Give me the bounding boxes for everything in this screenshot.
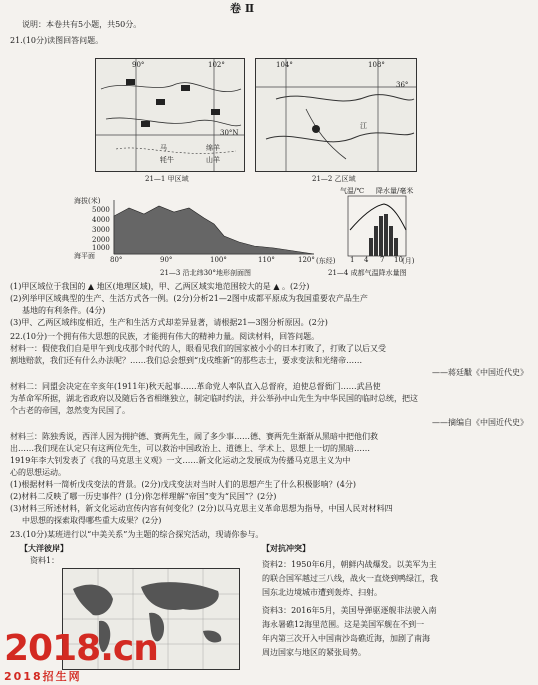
climate-right-label: 降水量/毫米 [376, 187, 414, 195]
map-yi-region [255, 58, 417, 172]
map2-caption: 21—2 乙区域 [312, 175, 356, 183]
profile-xunit: (东经) [316, 257, 336, 265]
climate-month-unit: (月) [402, 257, 415, 265]
profile-ytick-2000: 2000 [92, 236, 110, 244]
q22-m2c: 个古老的帝国，忽然变为民国了。 [10, 406, 130, 415]
chengdu-climate-chart [340, 186, 416, 266]
q23-right-title: 【对抗冲突】 [262, 543, 310, 553]
q23-s3c: 年内第三次开入中国南沙岛礁近海，加剧了南海 [262, 634, 430, 643]
profile-xtick-100: 100° [210, 256, 227, 264]
q21-sub2b: 基地的有利条件。(4分) [22, 306, 106, 315]
q23-stem: 23.(10分)某班进行以“中美关系”为主题的综合探究活动，现请你参与。 [10, 530, 264, 539]
climate-left-label: 气温/℃ [340, 187, 365, 195]
profile-ytick-5000: 5000 [92, 206, 110, 214]
map1-legend-yak: 牦牛 [160, 156, 174, 164]
q22-m1a: 材料一：假使我们自是甲午到戊戌那个时代的人，眼看见我们的国家被小小的日本打败了，打败了以后又受 [10, 344, 386, 353]
q22-m1-source: ——蒋廷黻《中国近代史》 [432, 368, 528, 377]
map1-caption: 21—1 甲区域 [145, 175, 189, 183]
q23-source1-label: 资料1： [30, 556, 60, 565]
q21-stem: 21.(10分)读图回答问题。 [10, 36, 104, 45]
q22-m2-source: ——摘编自《中国近代史》 [432, 418, 528, 427]
q22-m3c: 1919年李大钊发表了《我的马克思主义观》一文……新文化运动之发展成为传播马克思主义为中 [10, 456, 351, 465]
profile-ytick-1000: 1000 [92, 244, 110, 252]
q22-m3a: 材料三：陈独秀说，西洋人因为拥护德、赛两先生，闹了多少事……德、赛两先生渐渐从黑暗中把他们救 [10, 432, 378, 441]
section-title: 卷 Ⅱ [230, 2, 255, 15]
q23-s3d: 周边国家与地区的紧张局势。 [262, 648, 366, 657]
profile-sea-level: 海平面 [74, 252, 95, 260]
q22-m1b: 割地赔款，我们还有什么办法呢？……我们总会想到“戊戌维新”的那些志士，要求变法和光绪帝…… [10, 356, 363, 365]
q21-sub2a: (2)列举甲区域典型的生产、生活方式各一例。(2分)分析21—2图中成都平原成为我国重要农产品生产 [10, 294, 368, 303]
map-jia-region [95, 58, 245, 172]
q22-stem: 22.(10分)一个拥有伟大思想的民族，才能拥有伟大的精神力量。阅读材料，回答问题。 [10, 332, 320, 341]
q22-sub2: (2)材料二反映了哪一历史事件？(1分)你怎样理解“帝国”变为“民国”？(2分) [10, 492, 277, 501]
q23-s3a: 资料3：2016年5月，美国导弹驱逐舰非法驶入南 [262, 606, 437, 615]
map-yi-drawing [256, 59, 416, 171]
q23-s2a: 资料2：1950年6月，朝鲜内战爆发。以美军为主 [262, 560, 437, 569]
q21-sub1: (1)甲区域位于我国的 ▲ 地区(地理区域)，甲、乙两区域实地范围较大的是 ▲ 。(2分) [10, 282, 310, 291]
map1-lon-left: 90° [132, 61, 145, 69]
q23-s2b: 的联合国军越过三八线，战火一直烧到鸭绿江，我 [262, 574, 438, 583]
q23-left-title: 【大洋彼岸】 [20, 543, 68, 553]
climate-month-4: 4 [364, 256, 369, 264]
profile-ytick-4000: 4000 [92, 216, 110, 224]
map1-legend-horse: 马 [160, 144, 167, 152]
profile-caption: 21—3 沿北纬30°地形剖面图 [160, 269, 251, 277]
q22-m3d: 心的思想运动。 [10, 468, 66, 477]
map1-lat: 30°N [220, 129, 239, 137]
profile-xtick-90: 90° [160, 256, 173, 264]
climate-month-1: 1 [350, 256, 355, 264]
q22-m3b: 出……我们现在认定只有这两位先生，可以救治中国政治上、道德上、学术上、思想上一切的黑暗…… [10, 444, 370, 453]
map2-lon-left: 104° [276, 61, 293, 69]
climate-chart-drawing [340, 186, 416, 266]
q21-sub3: (3)甲、乙两区域纬度相近，生产和生活方式却差异显著，请根据21—3图分析原因。(2分) [10, 318, 328, 327]
climate-caption: 21—4 成都气温降水量图 [328, 269, 407, 277]
intro-note: 说明：本卷共有5小题，共50分。 [22, 20, 142, 29]
watermark-big-text: 2018.cn [4, 628, 158, 669]
profile-ylabel: 海拔(米) [74, 197, 101, 205]
climate-month-7: 7 [380, 256, 385, 264]
q22-m2b: 为革命军所据，湖北省政府以及随后各省相继独立，制定临时约法，并公举孙中山先生为中华民国的临时总统，把这 [10, 394, 418, 403]
map1-lon-right: 102° [208, 61, 225, 69]
profile-xtick-120: 120° [298, 256, 315, 264]
map2-lat: 36° [396, 81, 409, 89]
terrain-profile [74, 196, 320, 260]
terrain-profile-drawing [74, 196, 320, 260]
map1-legend-goat: 山羊 [206, 156, 220, 164]
q22-sub1: (1)根据材料一简析戊戌变法的背景。(2分)戊戌变法对当时人们的思想产生了什么积极影响？(4分) [10, 480, 356, 489]
profile-ytick-3000: 3000 [92, 226, 110, 234]
q22-sub3b: 中思想的探索取得哪些重大成果？(2分) [22, 516, 162, 525]
watermark-small-text: 2018招生网 [4, 670, 82, 683]
q23-s3b: 海永暑礁12海里范围。这是美国军舰在不到一 [262, 620, 425, 629]
climate-month-10: 10 [394, 256, 403, 264]
profile-xtick-80: 80° [110, 256, 123, 264]
map1-legend-sheep: 绵羊 [206, 144, 220, 152]
q23-s2c: 国东北边境城市遭到轰炸、扫射。 [262, 588, 382, 597]
q22-sub3a: (3)材料三所述材料，新文化运动宣传内容有何变化？(2分)以马克思主义革命思想为指导，中国人民对材料四 [10, 504, 393, 513]
site-watermark-logo [4, 628, 204, 682]
map2-river-label: 江 [360, 122, 367, 130]
map2-lon-right: 108° [368, 61, 385, 69]
profile-xtick-110: 110° [258, 256, 275, 264]
q22-m2a: 材料二：同盟会决定在辛亥年(1911年)秋天起事……革命党人率队直入总督府，迫使总督衙门……武昌使 [10, 382, 381, 391]
